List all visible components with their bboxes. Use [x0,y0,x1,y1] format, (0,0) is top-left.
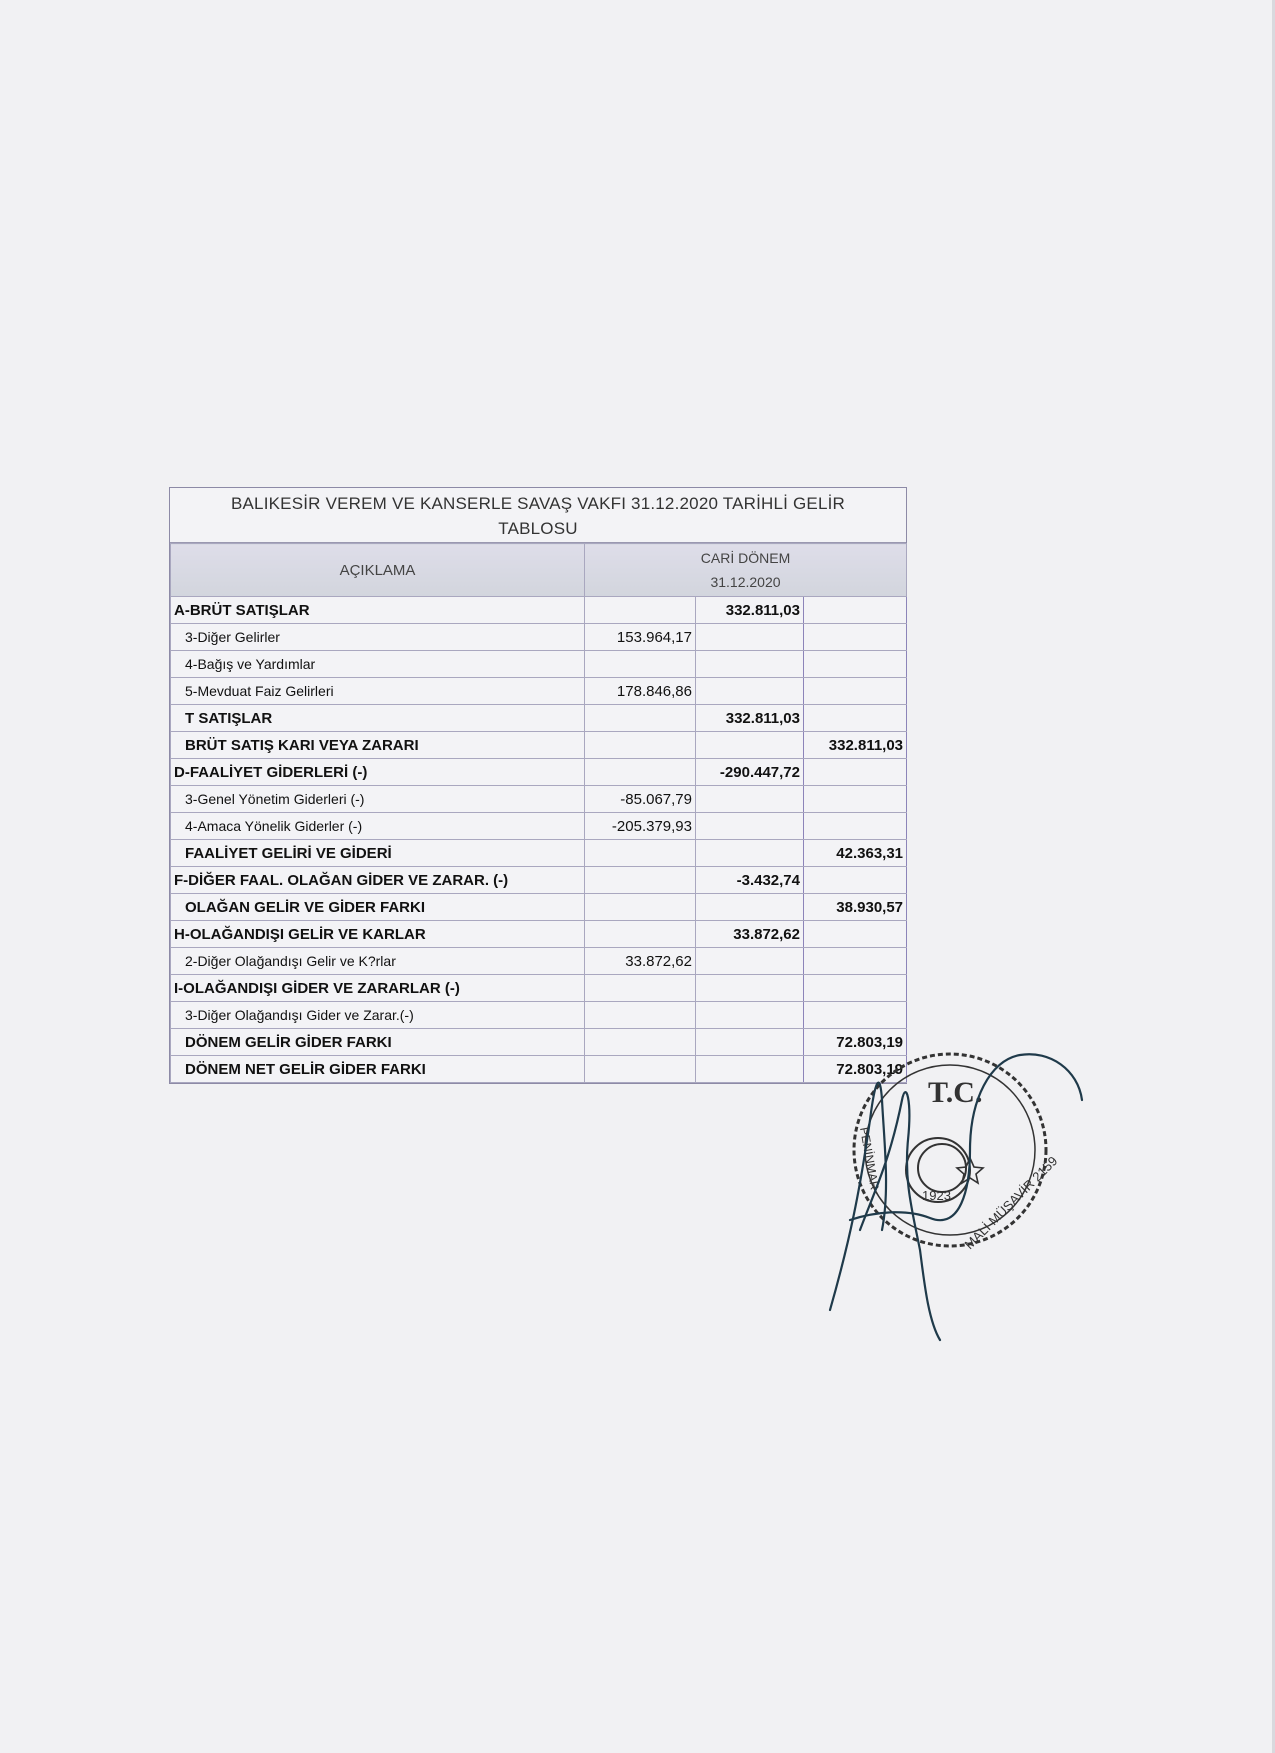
row-description: H-OLAĞANDIŞI GELİR VE KARLAR [171,921,585,948]
row-description: DÖNEM GELİR GİDER FARKI [171,1029,585,1056]
table-row [171,813,907,840]
detail-amount: 178.846,86 [585,678,696,705]
total-amount [804,678,907,705]
row-description: 4-Amaca Yönelik Giderler (-) [171,813,585,840]
total-amount [804,759,907,786]
period-label: CARİ DÖNEM [700,550,791,566]
row-description: BRÜT SATIŞ KARI VEYA ZARARI [171,732,585,759]
detail-amount [585,651,696,678]
total-amount [804,651,907,678]
total-amount [804,1002,907,1029]
detail-amount [585,894,696,921]
detail-amount [585,597,696,624]
total-amount [804,705,907,732]
table-row [171,975,907,1002]
title-line-2: TABLOSU [498,519,578,538]
detail-amount [585,840,696,867]
table-row [171,597,907,624]
row-description: 3-Diğer Olağandışı Gider ve Zarar.(-) [171,1002,585,1029]
row-description: F-DİĞER FAAL. OLAĞAN GİDER VE ZARAR. (-) [171,867,585,894]
detail-amount [585,1029,696,1056]
row-description: D-FAALİYET GİDERLERİ (-) [171,759,585,786]
row-description: 3-Diğer Gelirler [171,624,585,651]
table-row [171,1002,907,1029]
total-amount [804,624,907,651]
row-description: 3-Genel Yönetim Giderleri (-) [171,786,585,813]
table-row [171,840,907,867]
detail-amount [585,1002,696,1029]
seal-text-tc: T.C. [928,1076,983,1109]
detail-amount [585,759,696,786]
group-amount: -290.447,72 [696,759,804,786]
total-amount: 72.803,19 [804,1029,907,1056]
table-row [171,1056,907,1083]
detail-amount [585,867,696,894]
row-description: OLAĞAN GELİR VE GİDER FARKI [171,894,585,921]
detail-amount: -85.067,79 [585,786,696,813]
table-row [171,705,907,732]
income-statement [169,487,907,1084]
total-amount [804,786,907,813]
total-amount [804,948,907,975]
table-row [171,867,907,894]
column-header-description: AÇIKLAMA [171,544,585,597]
group-amount [696,840,804,867]
total-amount: 332.811,03 [804,732,907,759]
row-description: I-OLAĞANDIŞI GİDER VE ZARARLAR (-) [171,975,585,1002]
total-amount [804,975,907,1002]
row-description: T SATIŞLAR [171,705,585,732]
group-amount [696,975,804,1002]
row-description: 4-Bağış ve Yardımlar [171,651,585,678]
detail-amount [585,705,696,732]
period-date: 31.12.2020 [710,574,781,590]
row-description: FAALİYET GELİRİ VE GİDERİ [171,840,585,867]
detail-amount [585,921,696,948]
table-row [171,894,907,921]
group-amount [696,1056,804,1083]
table-row [171,1029,907,1056]
group-amount [696,894,804,921]
group-amount: 33.872,62 [696,921,804,948]
statement-title [170,488,906,543]
table-row [171,921,907,948]
row-description: 2-Diğer Olağandışı Gelir ve K?rlar [171,948,585,975]
group-amount [696,1029,804,1056]
group-amount [696,624,804,651]
seal-text-right: MALİ MÜŞAVİR 2159 [961,1153,1061,1253]
total-amount: 38.930,57 [804,894,907,921]
column-header-period [585,544,907,597]
group-amount: 332.811,03 [696,597,804,624]
table-row [171,732,907,759]
seal-and-signature [820,1040,1090,1370]
detail-amount [585,732,696,759]
table-header [171,544,907,597]
title-line-1: BALIKESİR VEREM VE KANSERLE SAVAŞ VAKFI 31.12.2020 TARİHLİ GELİR [230,494,846,513]
total-amount: 42.363,31 [804,840,907,867]
table-row [171,786,907,813]
detail-amount [585,975,696,1002]
group-amount [696,678,804,705]
group-amount [696,1002,804,1029]
total-amount [804,597,907,624]
total-amount: 72.803,19 [804,1056,907,1083]
total-amount [804,867,907,894]
group-amount: -3.432,74 [696,867,804,894]
detail-amount: -205.379,93 [585,813,696,840]
detail-amount: 33.872,62 [585,948,696,975]
group-amount: 332.811,03 [696,705,804,732]
table-row [171,948,907,975]
seal-text-left: PENİNMAR [857,1126,882,1191]
seal-year: 1923 [922,1188,951,1203]
total-amount [804,813,907,840]
detail-amount: 153.964,17 [585,624,696,651]
table-row [171,624,907,651]
group-amount [696,813,804,840]
row-description: DÖNEM NET GELİR GİDER FARKI [171,1056,585,1083]
table-row [171,678,907,705]
detail-amount [585,1056,696,1083]
group-amount [696,651,804,678]
group-amount [696,732,804,759]
statement-table [170,543,907,1083]
table-row [171,651,907,678]
group-amount [696,786,804,813]
row-description: A-BRÜT SATIŞLAR [171,597,585,624]
table-row [171,759,907,786]
group-amount [696,948,804,975]
total-amount [804,921,907,948]
row-description: 5-Mevduat Faiz Gelirleri [171,678,585,705]
